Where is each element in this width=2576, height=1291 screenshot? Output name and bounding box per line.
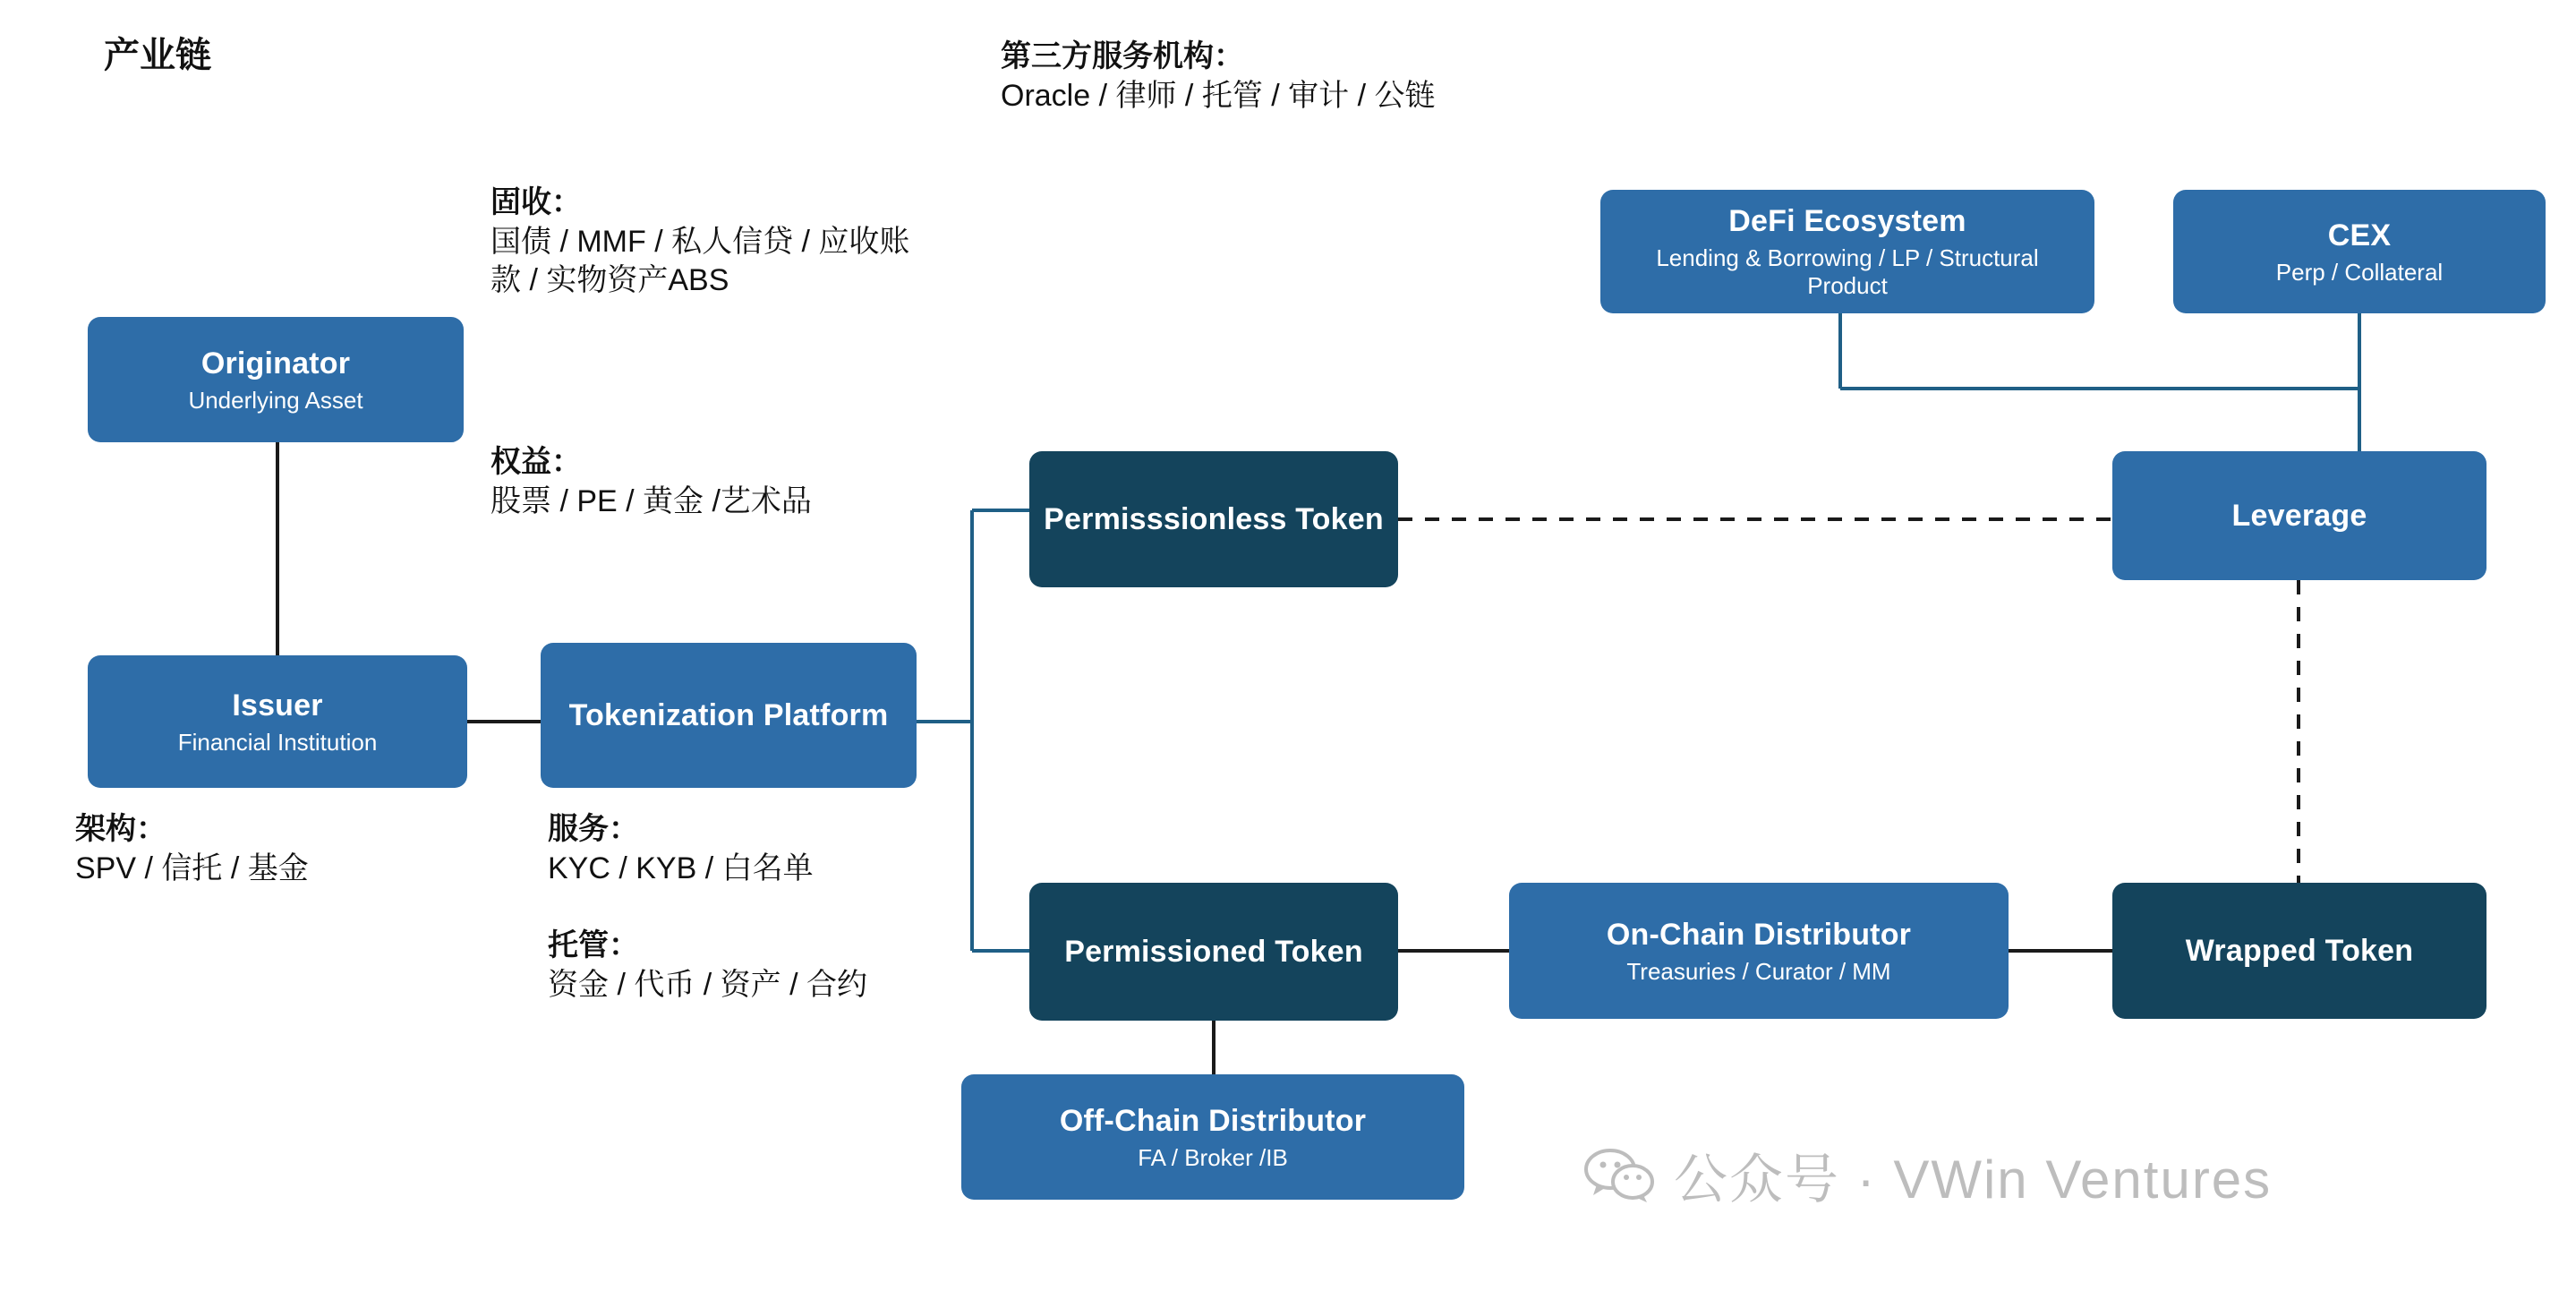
annotation-fixed-income-heading: 固收： [490, 185, 582, 219]
wechat-icon [1584, 1148, 1654, 1203]
node-wrapped-token-title: Wrapped Token [2185, 933, 2414, 968]
annotation-equity-text: 股票 / PE / 黄金 /艺术品 [490, 483, 812, 518]
node-defi-ecosystem-title: DeFi Ecosystem [1728, 204, 1966, 239]
annotation-structure [75, 810, 460, 888]
node-permissioned-token[interactable] [1029, 883, 1398, 1021]
node-off-chain-distributor-title: Off-Chain Distributor [1059, 1103, 1367, 1138]
node-tokenization-platform-title: Tokenization Platform [568, 697, 889, 732]
node-off-chain-distributor-sub: FA / Broker /IB [1138, 1143, 1288, 1171]
node-originator[interactable] [88, 317, 464, 442]
annotation-fixed-income-text: 国债 / MMF / 私人信贷 / 应收账款 / 实物资产ABS [490, 224, 910, 298]
node-cex-title: CEX [2327, 218, 2392, 252]
node-on-chain-distributor-title: On-Chain Distributor [1606, 917, 1912, 952]
node-wrapped-token[interactable] [2112, 883, 2486, 1019]
annotation-fixed-income [490, 184, 911, 301]
node-leverage[interactable] [2112, 451, 2486, 580]
annotation-third-party [1001, 38, 1436, 115]
annotation-equity-heading: 权益： [490, 445, 582, 479]
node-defi-ecosystem[interactable] [1600, 190, 2094, 313]
annotation-service-heading: 服务： [548, 812, 639, 846]
annotation-custody-text: 资金 / 代币 / 资产 / 合约 [548, 967, 868, 1002]
page-title: 产业链 [104, 36, 211, 75]
node-originator-sub: Underlying Asset [188, 386, 363, 414]
node-originator-title: Originator [200, 346, 351, 380]
annotation-structure-text: SPV / 信托 / 基金 [75, 851, 309, 885]
node-permissionless-token-title: Permisssionless Token [1044, 501, 1384, 536]
node-on-chain-distributor-sub: Treasuries / Curator / MM [1626, 957, 1891, 985]
node-tokenization-platform[interactable] [541, 643, 917, 788]
node-cex-sub: Perp / Collateral [2275, 258, 2444, 286]
annotation-third-party-heading: 第三方服务机构： [1001, 39, 1244, 73]
node-issuer-sub: Financial Institution [177, 728, 378, 756]
node-on-chain-distributor[interactable] [1509, 883, 2009, 1019]
annotation-custody [548, 927, 942, 1005]
node-permissioned-token-title: Permissioned Token [1064, 934, 1363, 969]
annotation-third-party-text: Oracle / 律师 / 托管 / 审计 / 公链 [1001, 78, 1436, 113]
node-leverage-title: Leverage [2231, 498, 2367, 533]
node-issuer[interactable] [88, 655, 467, 788]
node-defi-ecosystem-sub: Lending & Borrowing / LP / Structural Product [1656, 244, 2039, 300]
watermark [1584, 1137, 2272, 1214]
annotation-service-text: KYC / KYB / 白名单 [548, 851, 814, 885]
annotation-equity [490, 443, 875, 521]
node-off-chain-distributor[interactable] [961, 1074, 1464, 1200]
node-cex[interactable] [2173, 190, 2546, 313]
annotation-structure-heading: 架构： [75, 812, 166, 846]
annotation-custody-heading: 托管： [548, 928, 639, 962]
node-permissionless-token[interactable] [1029, 451, 1398, 587]
watermark-text: 公众号 · VWin Ventures [1674, 1150, 2273, 1210]
node-issuer-title: Issuer [232, 688, 323, 722]
annotation-service [548, 810, 942, 888]
